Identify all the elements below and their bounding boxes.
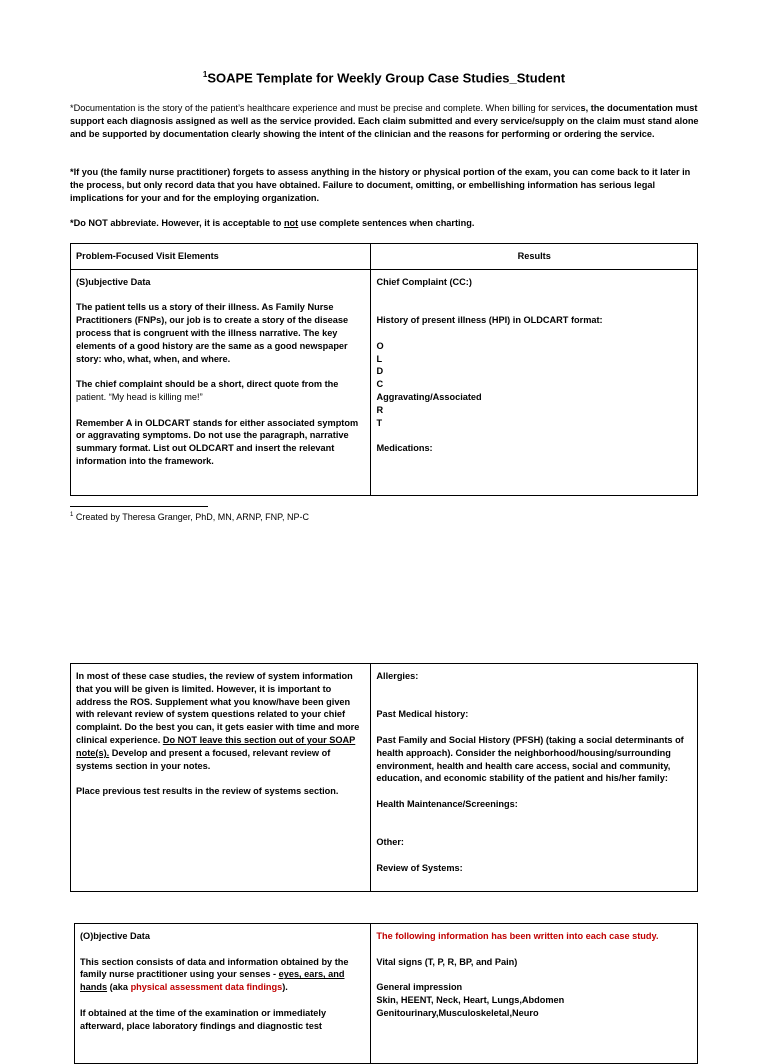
subjective-text-2: The chief complaint should be a short, direct quote from the patient. “My head is killing me!”	[76, 379, 339, 402]
past-medical-history-label: Past Medical history:	[376, 709, 469, 720]
intro-paragraph-2: *If you (the family nurse practitioner) forgets to assess anything in the history or physical portion of the exam, you can come back to it later in the process, but only record data that you have obtained. Failure to document, omitting, or embellishing information has serious legal implications for your and for the employing organization.	[70, 167, 691, 203]
oldcart-a: Aggravating/Associated	[376, 391, 482, 402]
case-study-note: The following information has been written into each case study.	[376, 931, 659, 941]
subjective-heading: (S)ubjective Data	[76, 276, 151, 287]
review-of-systems-label: Review of Systems:	[376, 862, 463, 873]
oldcart-t: T	[376, 417, 383, 428]
oldcart-d: D	[376, 366, 384, 377]
ros-guidance-cell	[71, 664, 371, 892]
ros-table	[70, 663, 698, 892]
oldcart-l: L	[376, 353, 383, 364]
objective-table	[74, 923, 698, 1064]
allergies-label: Allergies:	[376, 671, 419, 681]
objective-heading: (O)bjective Data	[80, 931, 150, 941]
oldcart-r: R	[376, 404, 384, 415]
subjective-cell	[71, 269, 371, 495]
systems-line-2: Genitourinary,Musculoskeletal,Neuro	[376, 1007, 539, 1018]
results-cell	[371, 269, 698, 495]
subjective-text-3: Remember A in OLDCART stands for either associated symptom or aggravating symptoms. Do not use the paragraph, narrative summary format. List out OLDCART and insert the relevant information into the framework.	[76, 417, 359, 466]
hpi-label: History of present illness (HPI) in OLDCART format:	[376, 315, 603, 326]
other-label: Other:	[376, 837, 404, 848]
general-impression-label: General impression	[376, 982, 463, 993]
document-title: $^1$SOAPE Template for Weekly Group Case Studies_Student	[202, 70, 566, 86]
footnote: $^1$ Created by Theresa Granger, PhD, MN, ARNP, FNP, NP-C	[70, 512, 309, 522]
subjective-table	[70, 243, 698, 496]
history-cell	[371, 664, 698, 892]
intro-paragraph-1: *Documentation is the story of the patient’s healthcare experience and must be precise and complete. When billing for services, the documentation must support each diagnosis assigned as well as the service provided. Each claim submitted and every service/supply on the claim must stand alone and be supported by documentation clearly showing the intent of the clinician and the reasons for performing or ordering the service.	[70, 103, 699, 139]
objective-text-2: If obtained at the time of the examination or immediately afterward, place laboratory findings and diagnostic test	[80, 1007, 327, 1031]
oldcart-c: C	[376, 379, 384, 390]
ros-guidance-text: In most of these case studies, the review of system information that you will be given is limited. However, it is important to address the ROS. Supplement what you know/have been given with relevant review of system questions related to your chief complaint. Do the best you can, it gets easier with time and more clinical experience. Do NOT leave this section out of your SOAP note(s). Develop and present a focused, relevant review of systems section in your notes.	[76, 671, 360, 771]
test-results-note: Place previous test results in the review of systems section.	[76, 786, 339, 797]
footnote-rule	[70, 506, 208, 507]
objective-cell	[75, 924, 371, 1064]
health-maintenance-label: Health Maintenance/Screenings:	[376, 798, 518, 809]
oldcart-o: O	[376, 340, 384, 351]
chief-complaint-label: Chief Complaint (CC:)	[376, 276, 472, 287]
pfsh-label: Past Family and Social History (PFSH) (taking a social determinants of health approach). Consider the neighborhood/housing/surrounding environment, health and health care access, social and community, education, and economic stability of the patient and his/her family:	[376, 734, 684, 784]
vital-signs-label: Vital signs (T, P, R, BP, and Pain)	[376, 956, 518, 967]
objective-text-1: This section consists of data and information obtained by the family nurse practitioner using your senses - eyes, ears, and hands (aka physical assessment data findings).	[80, 956, 349, 993]
medications-label: Medications:	[376, 443, 433, 454]
header-problem-elements: Problem-Focused Visit Elements	[71, 244, 371, 270]
systems-line-1: Skin, HEENT, Neck, Heart, Lungs,Abdomen	[376, 994, 565, 1005]
intro-paragraph-3: *Do NOT abbreviate. However, it is acceptable to not use complete sentences when charting.	[70, 218, 475, 228]
subjective-text-1: The patient tells us a story of their illness. As Family Nurse Practitioners (FNPs), our job is to create a story of the disease process that is congruent with the illness narrative. The key elements of a good history are the same as a good newspaper story: who, what, when, and where.	[76, 302, 349, 364]
header-results: Results	[371, 244, 698, 270]
case-study-info-cell	[371, 924, 698, 1064]
